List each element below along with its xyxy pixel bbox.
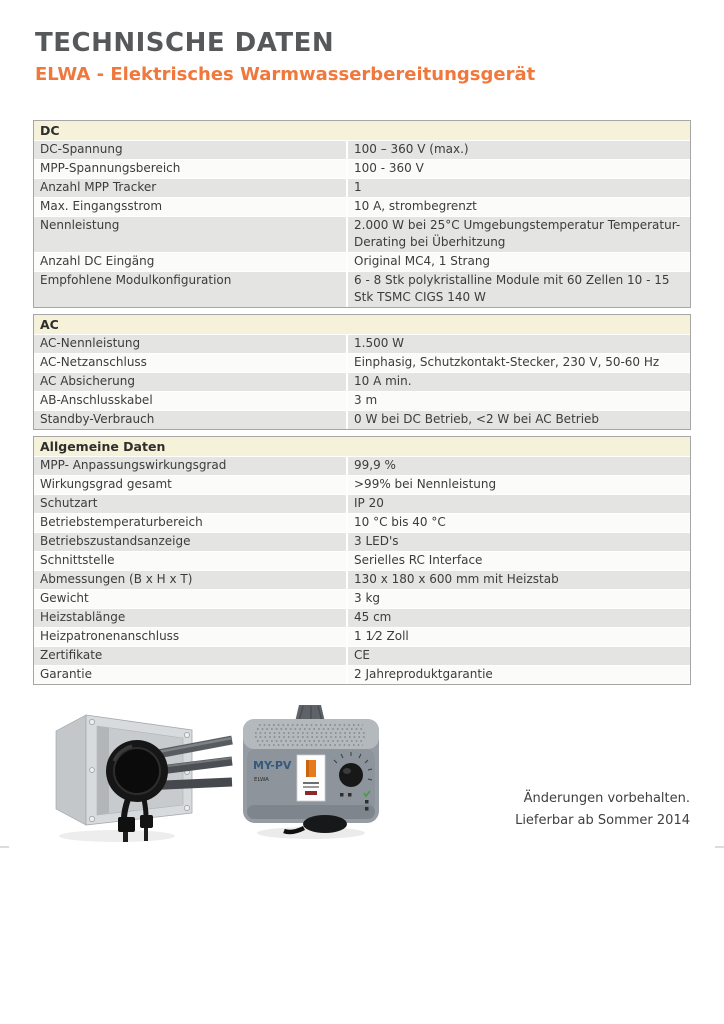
table-row — [34, 475, 690, 494]
row-label: AC Absicherung — [40, 374, 135, 388]
mypv-logo: MY-PV — [253, 759, 292, 772]
table-title: AC — [34, 315, 690, 334]
row-label: Max. Eingangsstrom — [40, 199, 163, 213]
row-value: Serielles RC Interface — [346, 551, 690, 570]
row-value: 1 1⁄2 Zoll — [346, 627, 690, 646]
table-title: DC — [34, 121, 690, 140]
footer-note — [515, 788, 690, 832]
row-label: MPP-Spannungsbereich — [40, 161, 181, 175]
table-row — [34, 159, 690, 178]
row-value: Original MC4, 1 Strang — [346, 252, 690, 271]
elwa-unit-image — [237, 705, 385, 845]
row-value: 0 W bei DC Betrieb, <2 W bei AC Betrieb — [346, 410, 690, 429]
table-rows — [34, 334, 690, 429]
footer-line-2: Lieferbar ab Sommer 2014 — [515, 813, 690, 828]
row-label: MPP- Anpassungswirkungsgrad — [40, 458, 227, 472]
table-row — [34, 353, 690, 372]
row-value: 2 Jahreproduktgarantie — [346, 665, 690, 684]
row-label: Schnittstelle — [40, 553, 115, 567]
row-value: Einphasig, Schutzkontakt-Stecker, 230 V, 50-60 Hz — [346, 353, 690, 372]
row-label: AC-Nennleistung — [40, 336, 141, 350]
table-row — [34, 334, 690, 353]
right-crop-mark — [715, 846, 724, 848]
page-subtitle: ELWA - Elektrisches Warmwasserbereitungsgerät — [35, 64, 536, 85]
row-label: Nennleistung — [40, 218, 120, 232]
row-label: Standby-Verbrauch — [40, 412, 155, 426]
row-value: 130 x 180 x 600 mm mit Heizstab — [346, 570, 690, 589]
row-label: AC-Netzanschluss — [40, 355, 147, 369]
table-row — [34, 216, 690, 252]
table-row — [34, 513, 690, 532]
row-value: IP 20 — [346, 494, 690, 513]
row-label: AB-Anschlusskabel — [40, 393, 153, 407]
page-title: TECHNISCHE DATEN — [35, 28, 335, 58]
table-title: Allgemeine Daten — [34, 437, 690, 456]
heating-element-image — [42, 703, 234, 845]
row-label: Empfohlene Modulkonfiguration — [40, 273, 232, 287]
table-row — [34, 372, 690, 391]
cable-gland-hub-inner — [114, 748, 160, 794]
row-value: 3 LED's — [346, 532, 690, 551]
table-row — [34, 140, 690, 159]
table-row — [34, 494, 690, 513]
row-label: Betriebstemperaturbereich — [40, 515, 203, 529]
knob-highlight — [343, 768, 351, 774]
left-crop-mark — [0, 846, 9, 848]
row-value: 1.500 W — [346, 334, 690, 353]
row-value: 2.000 W bei 25°C Umgebungstemperatur Temperatur-Derating bei Überhitzung — [346, 216, 690, 252]
spec-table — [33, 436, 691, 685]
row-label: Abmessungen (B x H x T) — [40, 572, 193, 586]
row-value: 3 m — [346, 391, 690, 410]
row-value: 10 A, strombegrenzt — [346, 197, 690, 216]
spec-tables — [33, 120, 691, 691]
table-rows — [34, 456, 690, 684]
temperature-knob — [339, 763, 363, 787]
table-row — [34, 627, 690, 646]
spec-table — [33, 120, 691, 308]
row-value: 45 cm — [346, 608, 690, 627]
row-value: 100 – 360 V (max.) — [346, 140, 690, 159]
product-label — [297, 755, 325, 801]
table-row — [34, 532, 690, 551]
row-value: 10 °C bis 40 °C — [346, 513, 690, 532]
row-value: 99,9 % — [346, 456, 690, 475]
spec-table — [33, 314, 691, 430]
row-label: DC-Spannung — [40, 142, 123, 156]
row-value: 6 - 8 Stk polykristalline Module mit 60 Zellen 10 - 15 Stk TSMC CIGS 140 W — [346, 271, 690, 307]
row-label: Anzahl DC Eingäng — [40, 254, 155, 268]
row-label: Betriebszustandsanzeige — [40, 534, 191, 548]
table-row — [34, 410, 690, 429]
table-row — [34, 551, 690, 570]
footer-line-1: Änderungen vorbehalten. — [523, 791, 690, 806]
table-row — [34, 197, 690, 216]
row-label: Gewicht — [40, 591, 89, 605]
table-row — [34, 252, 690, 271]
table-row — [34, 646, 690, 665]
flange-side-face — [56, 715, 86, 825]
row-label: Wirkungsgrad gesamt — [40, 477, 172, 491]
row-value: 3 kg — [346, 589, 690, 608]
shadow — [59, 830, 175, 842]
table-row — [34, 271, 690, 307]
table-row — [34, 391, 690, 410]
unit-front-lower — [247, 805, 375, 819]
row-value: CE — [346, 646, 690, 665]
table-row — [34, 589, 690, 608]
table-row — [34, 665, 690, 684]
model-label: ELWA — [254, 777, 269, 783]
row-value: 10 A min. — [346, 372, 690, 391]
row-value: 1 — [346, 178, 690, 197]
table-row — [34, 570, 690, 589]
row-label: Garantie — [40, 667, 92, 681]
row-label: Schutzart — [40, 496, 98, 510]
row-value: 100 - 360 V — [346, 159, 690, 178]
table-row — [34, 178, 690, 197]
table-row — [34, 456, 690, 475]
row-value: >99% bei Nennleistung — [346, 475, 690, 494]
row-label: Anzahl MPP Tracker — [40, 180, 157, 194]
table-rows — [34, 140, 690, 307]
row-label: Heizstablänge — [40, 610, 126, 624]
row-label: Heizpatronenanschluss — [40, 629, 180, 643]
row-label: Zertifikate — [40, 648, 103, 662]
table-row — [34, 608, 690, 627]
